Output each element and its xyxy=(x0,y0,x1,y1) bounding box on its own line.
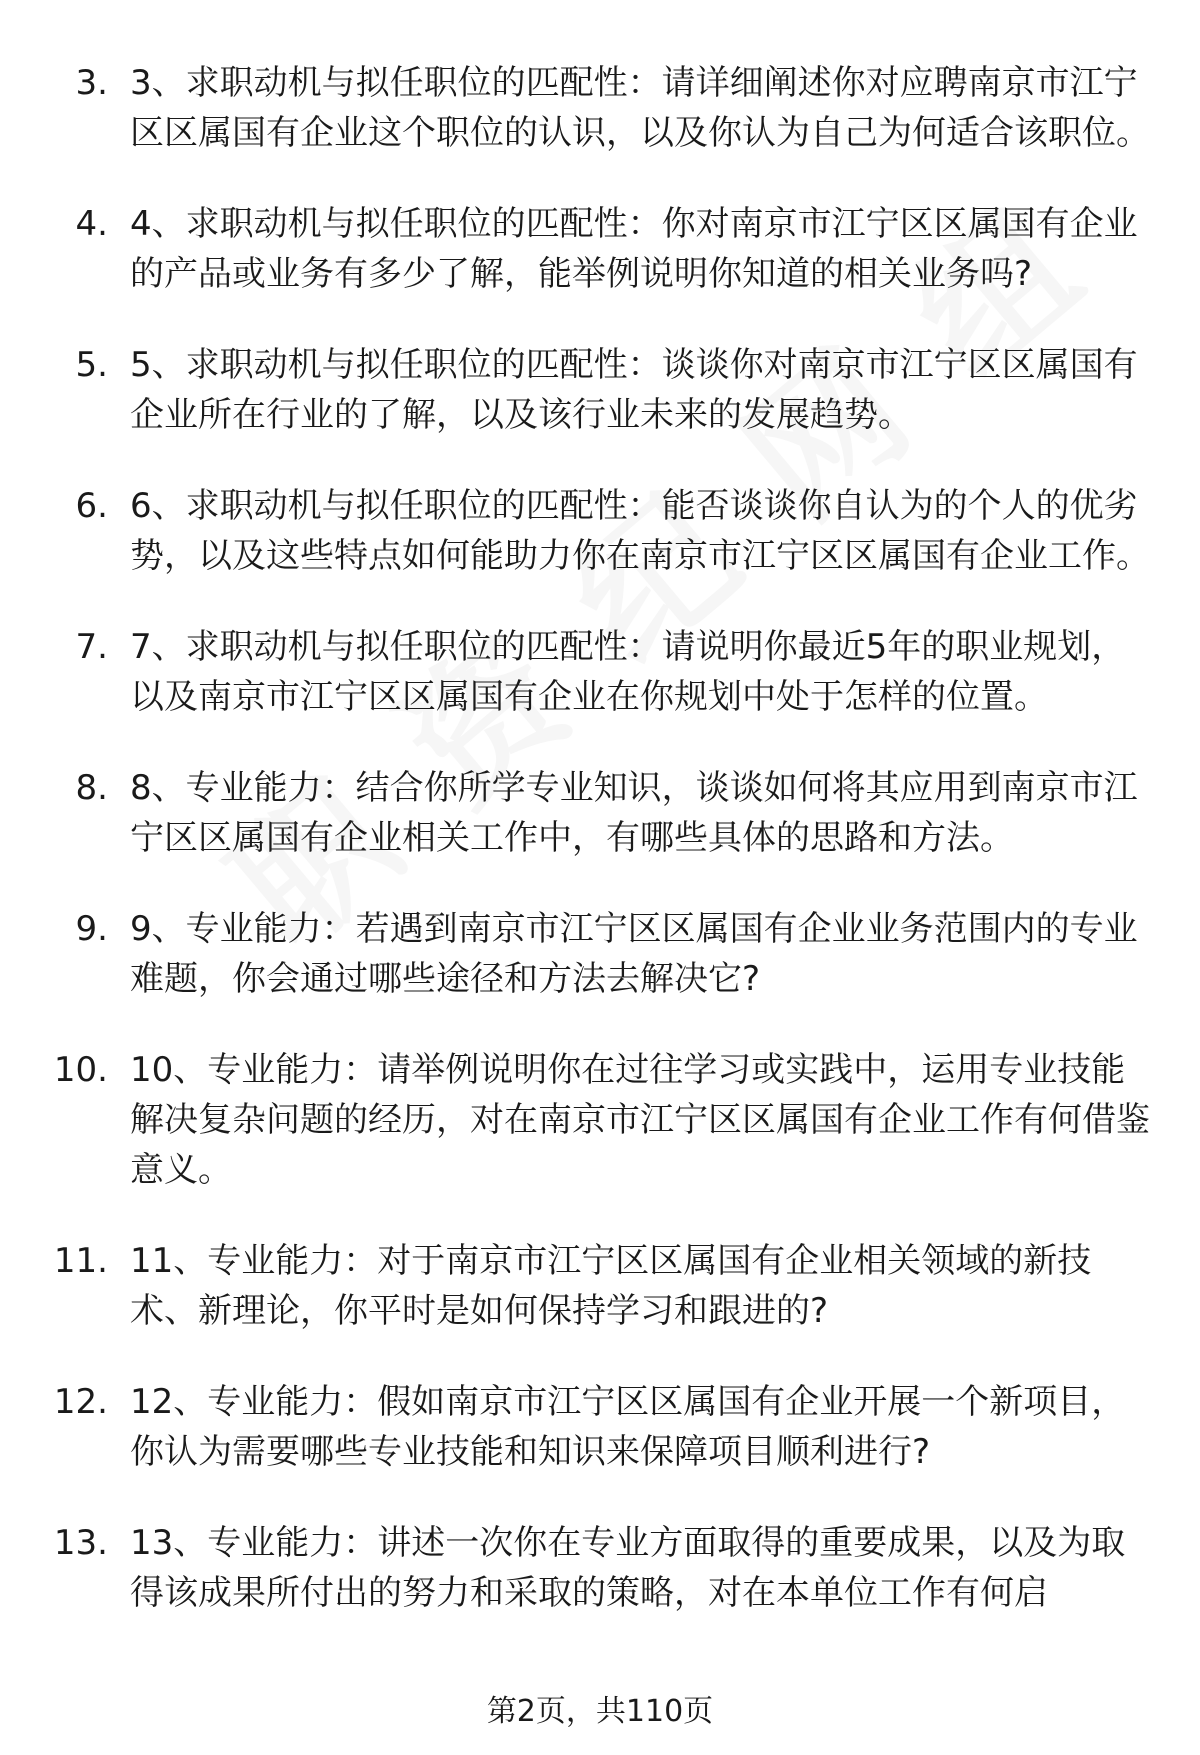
item-number: 4. xyxy=(75,204,108,244)
list-item xyxy=(0,58,1200,158)
page-footer xyxy=(0,1690,1200,1734)
item-number: 9. xyxy=(75,909,108,949)
list-item xyxy=(0,1377,1200,1477)
item-number: 12. xyxy=(53,1382,108,1422)
item-text: 12、专业能力：假如南京市江宁区区属国有企业开展一个新项目，你认为需要哪些专业技能和知识来保障项目顺利进行? xyxy=(130,1382,1126,1472)
item-text: 5、求职动机与拟任职位的匹配性：谈谈你对南京市江宁区区属国有企业所在行业的了解，以及该行业未来的发展趋势。 xyxy=(130,345,1138,435)
item-text: 11、专业能力：对于南京市江宁区区属国有企业相关领域的新技术、新理论，你平时是如何保持学习和跟进的? xyxy=(130,1241,1092,1331)
question-list xyxy=(0,58,1200,1659)
list-item xyxy=(0,904,1200,1004)
item-number: 3. xyxy=(75,63,108,103)
item-number: 6. xyxy=(75,486,108,526)
list-item xyxy=(0,1045,1200,1195)
page-number: 第2页，共110页 xyxy=(486,1694,714,1729)
item-number: 7. xyxy=(75,627,108,667)
item-text: 4、求职动机与拟任职位的匹配性：你对南京市江宁区区属国有企业的产品或业务有多少了解，能举例说明你知道的相关业务吗? xyxy=(130,204,1138,294)
item-text: 9、专业能力：若遇到南京市江宁区区属国有企业业务范围内的专业难题，你会通过哪些途径和方法去解决它? xyxy=(130,909,1138,999)
list-item xyxy=(0,1236,1200,1336)
list-item xyxy=(0,199,1200,299)
item-number: 8. xyxy=(75,768,108,808)
item-number: 5. xyxy=(75,345,108,385)
list-item xyxy=(0,481,1200,581)
item-text: 7、求职动机与拟任职位的匹配性：请说明你最近5年的职业规划，以及南京市江宁区区属国有企业在你规划中处于怎样的位置。 xyxy=(130,627,1126,717)
item-number: 10. xyxy=(53,1050,108,1090)
item-text: 10、专业能力：请举例说明你在过往学习或实践中，运用专业技能解决复杂问题的经历，对在南京市江宁区区属国有企业工作有何借鉴意义。 xyxy=(130,1050,1150,1190)
item-text: 13、专业能力：讲述一次你在专业方面取得的重要成果，以及为取得该成果所付出的努力和采取的策略，对在本单位工作有何启 xyxy=(130,1523,1126,1613)
item-text: 8、专业能力：结合你所学专业知识，谈谈如何将其应用到南京市江宁区区属国有企业相关工作中，有哪些具体的思路和方法。 xyxy=(130,768,1138,858)
list-item xyxy=(0,763,1200,863)
list-item xyxy=(0,1518,1200,1618)
item-text: 6、求职动机与拟任职位的匹配性：能否谈谈你自认为的个人的优劣势，以及这些特点如何能助力你在南京市江宁区区属国有企业工作。 xyxy=(130,486,1150,576)
list-item xyxy=(0,622,1200,722)
item-number: 13. xyxy=(53,1523,108,1563)
item-number: 11. xyxy=(53,1241,108,1281)
list-item xyxy=(0,340,1200,440)
item-text: 3、求职动机与拟任职位的匹配性：请详细阐述你对应聘南京市江宁区区属国有企业这个职位的认识，以及你认为自己为何适合该职位。 xyxy=(130,63,1150,153)
